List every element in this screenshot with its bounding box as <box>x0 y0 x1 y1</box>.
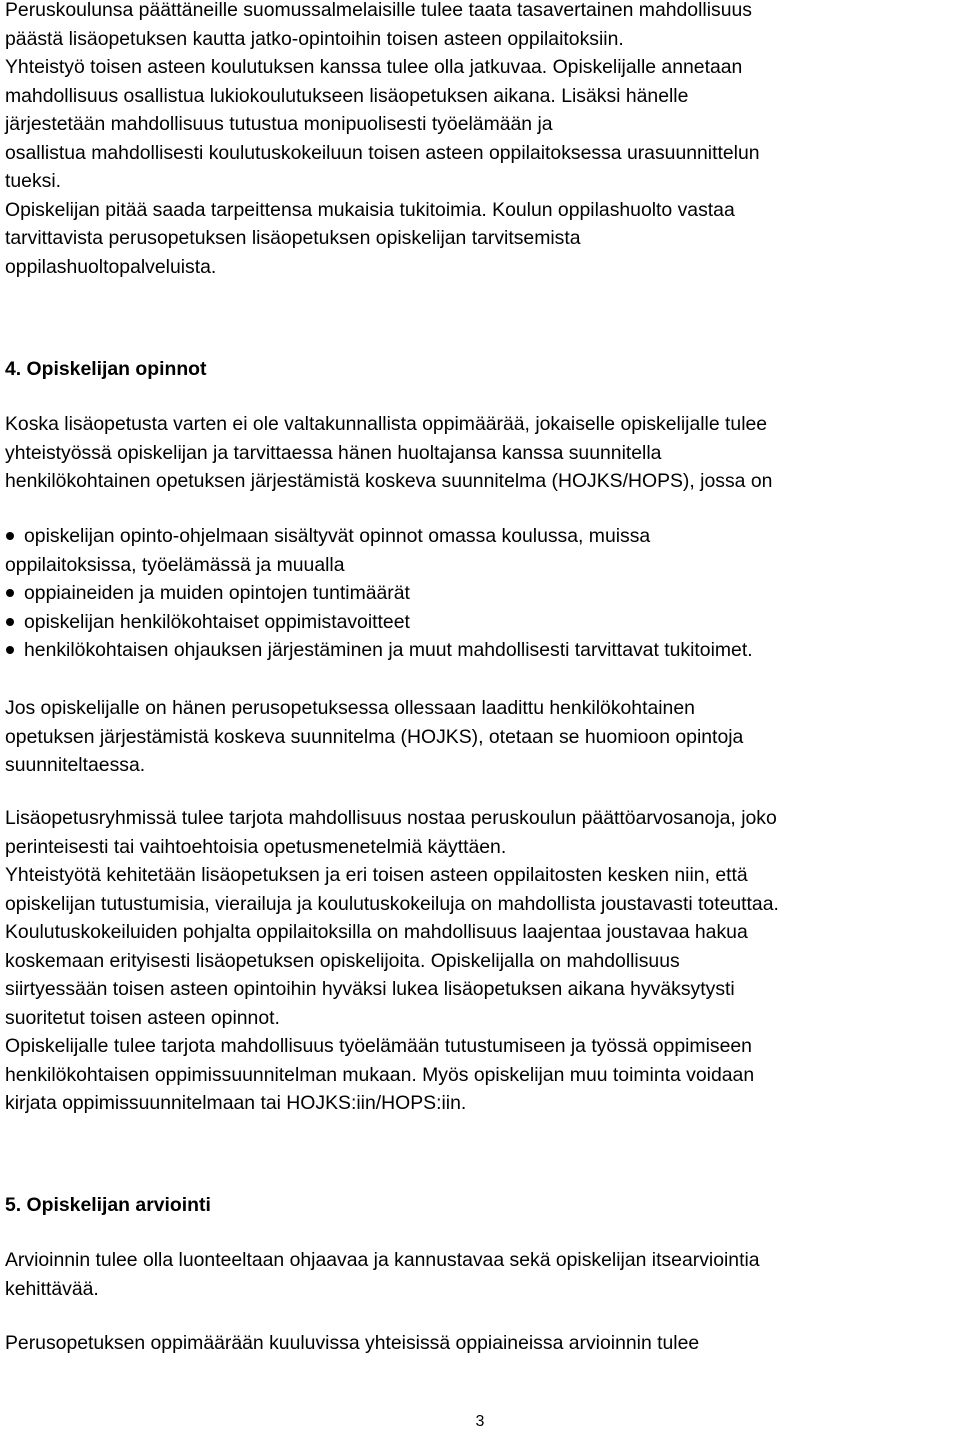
text-line: osallistua mahdollisesti koulutuskokeiluun toisen asteen oppilaitoksessa urasuunnittelun <box>5 141 760 164</box>
text-line: henkilökohtainen opetuksen järjestämistä koskeva suunnitelma (HOJKS/HOPS), jossa on <box>5 470 773 492</box>
list-item <box>0 522 960 579</box>
text-line: Jos opiskelijalle on hänen perusopetuksessa ollessaan laadittu henkilökohtainen <box>5 697 695 719</box>
bullet-icon <box>6 618 14 626</box>
additional-teaching-paragraph <box>5 804 959 1118</box>
list-item <box>0 608 960 637</box>
text-line: suunniteltaessa. <box>5 754 146 776</box>
section-heading: 4. Opiskelijan opinnot <box>5 358 207 380</box>
text-line: Koska lisäopetusta varten ei ole valtakunnallista oppimäärää, jokaiselle opiskelijalle tulee <box>5 413 768 435</box>
text-line: päästä lisäopetuksen kautta jatko-opintoihin toisen asteen oppilaitoksiin. <box>5 27 624 50</box>
list-item <box>0 579 960 608</box>
bullet-list <box>0 522 960 665</box>
text-line: oppilaitoksissa, työelämässä ja muualla <box>5 553 345 576</box>
text-line: kehittävää. <box>5 1277 99 1300</box>
text-line: tarvittavista perusopetuksen lisäopetuksen opiskelijan tarvitsemista <box>5 227 581 249</box>
text-line: koskemaan erityisesti lisäopetuksen opiskelijoita. Opiskelijalla on mahdollisuus <box>5 949 680 972</box>
text-line: opiskelijan tutustumisia, vierailuja ja koulutuskokeiluja on mahdollista joustavasti toteuttaa. <box>5 892 779 915</box>
text-line: Koulutuskokeiluiden pohjalta oppilaitoksilla on mahdollisuus laajentaa joustavaa hakua <box>5 921 748 943</box>
text-line: opetuksen järjestämistä koskeva suunnitelma (HOJKS), otetaan se huomioon opintoja <box>5 725 744 748</box>
bullet-icon <box>6 646 14 654</box>
text-line: oppilashuoltopalveluista. <box>5 255 217 278</box>
evaluation-paragraph <box>5 1246 959 1303</box>
text-line: kirjata oppimissuunnitelmaan tai HOJKS:iin/HOPS:iin. <box>5 1092 467 1114</box>
text-line: Lisäopetusryhmissä tulee tarjota mahdollisuus nostaa peruskoulun päättöarvosanoja, joko <box>5 807 777 829</box>
text-line: Yhteistyötä kehitetään lisäopetuksen ja eri toisen asteen oppilaitosten kesken niin, että <box>5 864 748 886</box>
text-line: opiskelijan henkilökohtaiset oppimistavoitteet <box>24 610 410 633</box>
text-line: henkilökohtaisen ohjauksen järjestäminen ja muut mahdollisesti tarvittavat tukitoimet. <box>24 639 753 661</box>
text-line: Opiskelijalle tulee tarjota mahdollisuus työelämään tutustumiseen ja työssä oppimiseen <box>5 1035 752 1057</box>
bullet-icon <box>6 532 14 540</box>
text-line: yhteistyössä opiskelijan ja tarvittaessa hänen huoltajansa kanssa suunnitella <box>5 441 662 464</box>
section-heading: 5. Opiskelijan arviointi <box>5 1194 211 1216</box>
text-line: oppiaineiden ja muiden opintojen tuntimäärät <box>24 582 410 604</box>
section4-intro <box>5 410 959 496</box>
text-line: perinteisesti tai vaihtoehtoisia opetusmenetelmiä käyttäen. <box>5 835 507 858</box>
text-line: Perusopetuksen oppimäärään kuuluvissa yhteisissä oppiaineissa arvioinnin tulee <box>5 1332 700 1354</box>
evaluation-paragraph-2 <box>5 1329 959 1358</box>
text-line: Peruskoulunsa päättäneille suomussalmelaisille tulee taata tasavertainen mahdollisuus <box>5 0 752 21</box>
page-number: 3 <box>475 1413 485 1430</box>
intro-paragraph <box>5 0 959 281</box>
text-line: mahdollisuus osallistua lukiokoulutukseen lisäopetuksen aikana. Lisäksi hänelle <box>5 84 689 107</box>
text-line: opiskelijan opinto-ohjelmaan sisältyvät opinnot omassa koulussa, muissa <box>24 525 651 547</box>
list-item <box>0 636 960 665</box>
hojks-paragraph <box>5 694 959 780</box>
text-line: tueksi. <box>5 170 62 192</box>
text-line: siirtyessään toisen asteen opintoihin hyväksi lukea lisäopetuksen aikana hyväksytysti <box>5 978 735 1000</box>
text-line: Arvioinnin tulee olla luonteeltaan ohjaavaa ja kannustavaa sekä opiskelijan itsearviointia <box>5 1249 760 1271</box>
text-line: Opiskelijan pitää saada tarpeittensa mukaisia tukitoimia. Koulun oppilashuolto vastaa <box>5 198 735 221</box>
text-line: järjestetään mahdollisuus tutustua monipuolisesti työelämään ja <box>5 113 553 135</box>
text-line: henkilökohtaisen oppimissuunnitelman mukaan. Myös opiskelijan muu toiminta voidaan <box>5 1063 755 1086</box>
text-line: suoritetut toisen asteen opinnot. <box>5 1006 280 1029</box>
bullet-icon <box>6 589 14 597</box>
text-line: Yhteistyö toisen asteen koulutuksen kanssa tulee olla jatkuvaa. Opiskelijalle annetaan <box>5 56 743 78</box>
